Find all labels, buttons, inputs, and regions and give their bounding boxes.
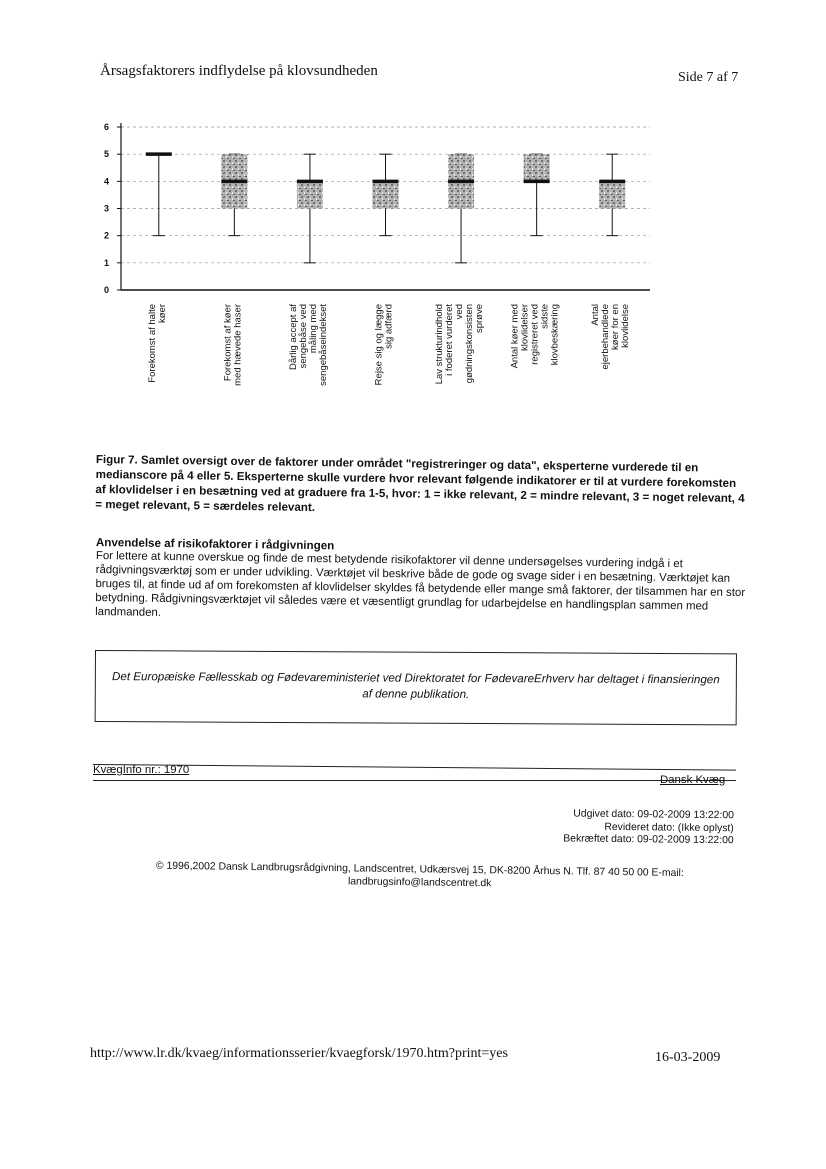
box-1 (146, 154, 172, 236)
page-header-title: Årsagsfaktorers indflydelse på klovsundheden (100, 63, 378, 79)
footer-date: 16-03-2009 (655, 1050, 721, 1065)
box-4 (373, 154, 399, 236)
x-category-label: Antal køer medklovlidelserregistreret vedsidsteklovbeskæring (509, 304, 561, 369)
box-5 (448, 154, 474, 263)
y-tick-label: 3 (103, 203, 109, 214)
date-block (520, 808, 734, 848)
box-2 (221, 154, 247, 236)
divider-top (93, 764, 736, 771)
figure-caption: Figur 7. Samlet oversigt over de faktorer under området "registreringer og data", eksperterne vurderede til en medianscore på 4 eller 5. Eksperterne skulle vurdere hvor relevant følgende indikatorer er til at vurdere forekomsten af klovlidelser i en besætning ved at graduere fra 1-5, hvor: 1 = ikke relevant, 2 = mindre relevant, 3 = noget relevant, 4 = meget relevant, 5 = særdeles relevant. (95, 452, 745, 515)
y-tick-label: 5 (103, 149, 109, 160)
y-tick-label: 2 (103, 230, 109, 241)
x-category-label: Forekomst af køermed hævede haser (222, 304, 244, 386)
x-category-label: Rejse sig og læggesig adfærd (373, 304, 395, 386)
y-tick-label: 1 (103, 257, 109, 268)
revised-date: Revideret dato: (Ikke oplyst) (604, 821, 734, 834)
divider-bottom (93, 780, 736, 781)
x-category-label: Dårlig accept afsengebåse vedmåling medsengebåseindekset (287, 304, 329, 386)
page-number: Side 7 af 7 (678, 70, 739, 85)
box-3 (297, 154, 323, 263)
box-7 (599, 154, 625, 236)
section-title: Anvendelse af risikofaktorer i rådgivningen (95, 536, 335, 553)
section-body: For lettere at kunne overskue og finde de mest betydende risikofaktorer vil denne undersøgelses vurdering indgå i et rådgivningsværktøj som er under udvikling. Værktøjet vil beskrive både de gode og svage sider i en besætning. Værktøjet kan bruges til, at finde ud af om forekomsten af klovlidelser skyldes få betydende eller mange små faktorer, der tilsammen har en stor betydning. Rådgivningsværktøjet vil således være et væsentligt grundlag for udarbejdelse en handlingsplan sammen med landmanden. (95, 549, 746, 619)
footer-url: http://www.lr.dk/kvaeg/informationsserier/kvaegforsk/1970.htm?print=yes (90, 1046, 508, 1061)
organization-name: Dansk Kvæg (660, 774, 726, 786)
published-date: Udgivet dato: 09-02-2009 13:22:00 (573, 808, 734, 822)
x-category-label: Lav strukturindholdi foderet vurderetvedgødningskonsistensprøve (434, 304, 486, 385)
box-6 (524, 154, 550, 236)
y-tick-label: 0 (103, 285, 109, 295)
funding-notice-text: Det Europæiske Fællesskab og Fødevareministeriet ved Direktoratet for FødevareErhverv har deltaget i finansieringen af denne publikation. (111, 670, 720, 701)
kvaeginfo-number: KvægInfo nr.: 1970 (93, 764, 190, 776)
y-tick-label: 6 (103, 122, 109, 132)
x-category-label: Forekomst af haltekøer (146, 304, 168, 383)
boxplot-chart (85, 112, 685, 412)
x-category-label: Antalejerbehandledekøer for enklovlidelse (590, 304, 632, 370)
iqr-box (599, 181, 625, 208)
iqr-box (297, 181, 323, 208)
copyright-notice: © 1996,2002 Dansk Landbrugsrådgivning, Landscentret, Udkærsvej 15, DK-8200 Århus N. Tlf. 87 40 50 00 E-mail: landbrugsinfo@landscentret.dk (155, 860, 684, 890)
y-tick-label: 4 (103, 176, 109, 187)
confirmed-date: Bekræftet dato: 09-02-2009 13:22:00 (563, 833, 734, 847)
iqr-box (524, 154, 550, 181)
iqr-box (373, 181, 399, 208)
funding-notice-box (95, 650, 737, 725)
